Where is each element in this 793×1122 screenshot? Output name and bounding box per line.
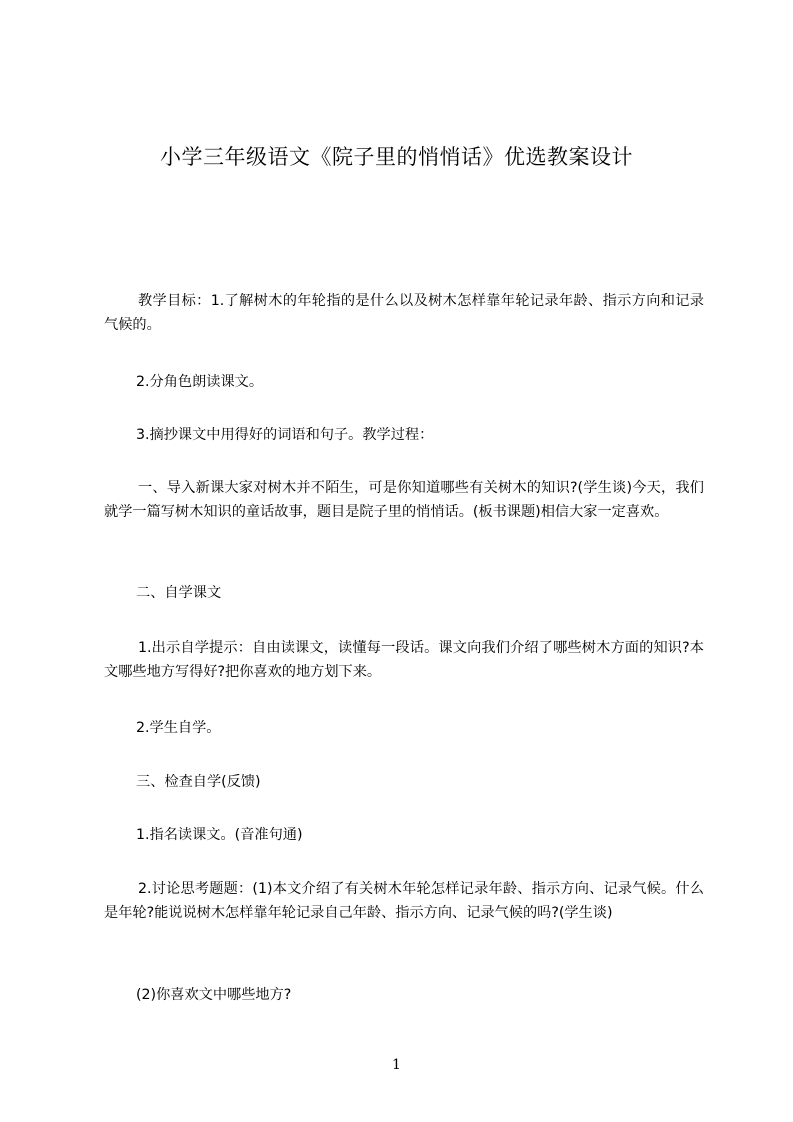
page-number: 1 <box>392 1057 401 1073</box>
paragraph-favorite-parts: (2)你喜欢文中哪些地方? <box>136 987 292 1003</box>
paragraph-goal-3: 3.摘抄课文中用得好的词语和句子。教学过程： <box>136 427 434 443</box>
paragraph-introduction: 一、导入新课大家对树木并不陌生，可是你知道哪些有关树木的知识?(学生谈)今天，我们就学一篇写树木知识的童话故事，题目是院子里的悄悄话。(板书课题)相信大家一定喜欢。 <box>104 480 704 520</box>
paragraph-self-study: 2.学生自学。 <box>136 720 221 736</box>
paragraph-section-3-heading: 三、检查自学(反馈) <box>136 774 261 790</box>
document-title: 小学三年级语文《院子里的悄悄话》优选教案设计 <box>160 145 633 169</box>
paragraph-teaching-goals: 教学目标：1.了解树木的年轮指的是什么以及树木怎样靠年轮记录年龄、指示方向和记录气候的。 <box>104 293 704 333</box>
paragraph-read-aloud: 1.指名读课文。(音准句通) <box>136 827 303 843</box>
paragraph-self-study-prompt: 1.出示自学提示：自由读课文，读懂每一段话。课文向我们介绍了哪些树木方面的知识?本文哪些地方写得好?把你喜欢的地方划下来。 <box>104 640 704 680</box>
paragraph-goal-2: 2.分角色朗读课文。 <box>136 374 264 390</box>
paragraph-discussion: 2.讨论思考题题：(1)本文介绍了有关树木年轮怎样记录年龄、指示方向、记录气候。什么是年轮?能说说树木怎样靠年轮记录自己年龄、指示方向、记录气候的吗?(学生谈) <box>104 881 704 921</box>
paragraph-section-2-heading: 二、自学课文 <box>136 585 222 601</box>
